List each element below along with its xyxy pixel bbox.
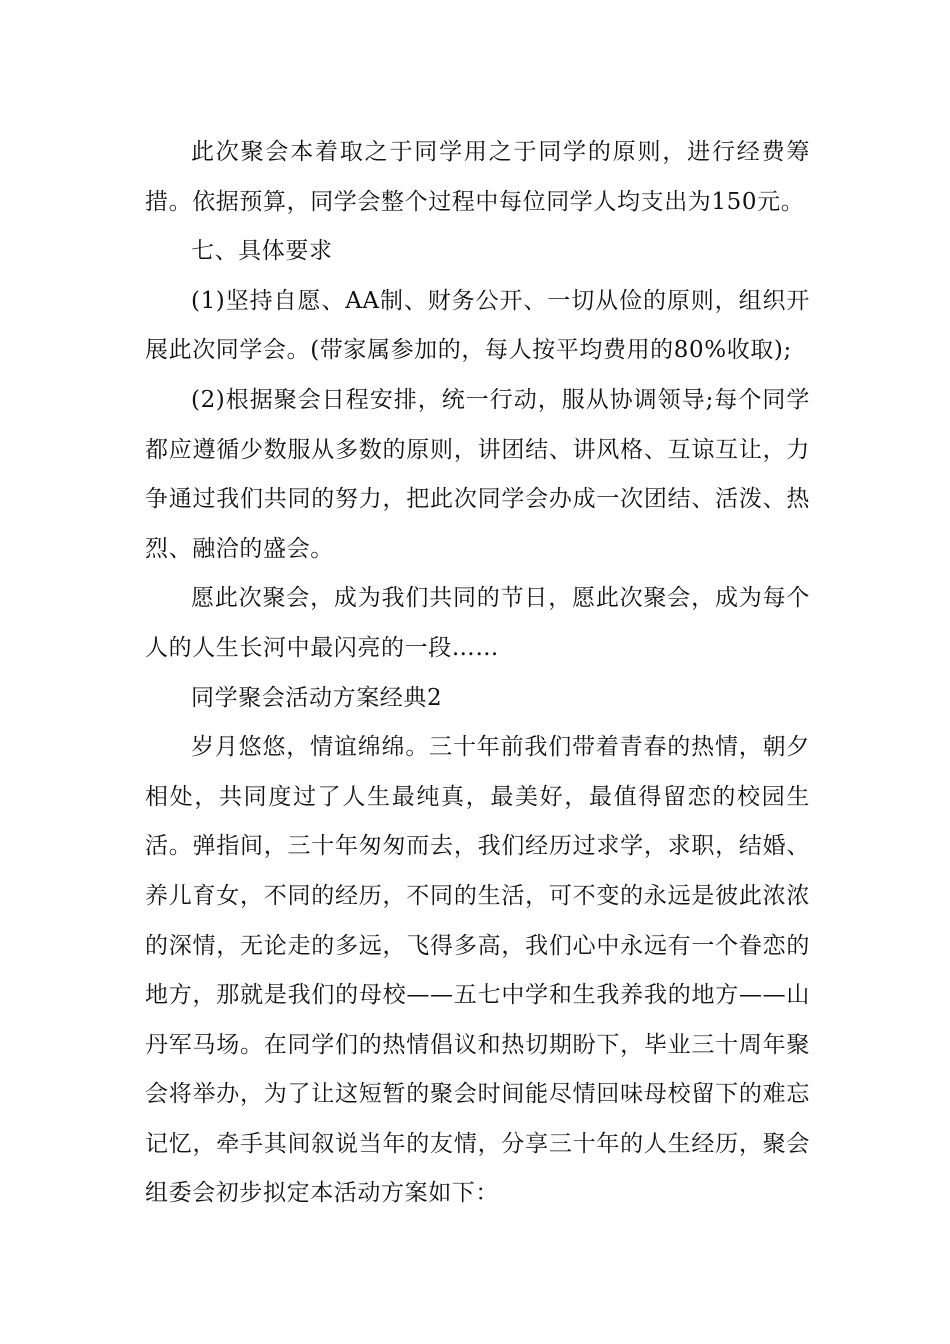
paragraph-closing-wish: 愿此次聚会，成为我们共同的节日，愿此次聚会，成为每个人的人生长河中最闪亮的一段…… (145, 585, 810, 661)
paragraph-requirement-2: (2)根据聚会日程安排，统一行动，服从协调领导;每个同学都应遵循少数服从多数的原则，讲团结、讲风格、互谅互让，力争通过我们共同的努力，把此次同学会办成一次团结、活泼、热烈、融洽的盛会。 (145, 386, 810, 562)
paragraph-intro-plan-2: 岁月悠悠，情谊绵绵。三十年前我们带着青春的热情，朝夕相处，共同度过了人生最纯真，最美好，最值得留恋的校园生活。弹指间，三十年匆匆而去，我们经历过求学，求职，结婚、养儿育女，不同的经历，不同的生活，可不变的永远是彼此浓浓的深情，无论走的多远，飞得多高，我们心中永远有一个眷恋的地方，那就是我们的母校——五七中学和生我养我的地方——山丹军马场。在同学们的热情倡议和热切期盼下，毕业三十周年聚会将举办，为了让这短暂的聚会时间能尽情回味母校留下的难忘记忆，牵手其间叙说当年的友情，分享三十年的人生经历，聚会组委会初步拟定本活动方案如下： (145, 734, 810, 1207)
document-body (145, 128, 810, 1219)
section-heading-requirements: 七、具体要求 (191, 238, 333, 265)
paragraph-requirement-1: (1)坚持自愿、AA制、财务公开、一切从俭的原则，组织开展此次同学会。(带家属参加的，每人按平均费用的80%收取); (145, 287, 810, 364)
paragraph-funding: 此次聚会本着取之于同学用之于同学的原则，进行经费筹措。依据预算，同学会整个过程中每位同学人均支出为150元。 (145, 139, 810, 215)
section-title-plan-2: 同学聚会活动方案经典2 (191, 684, 443, 711)
